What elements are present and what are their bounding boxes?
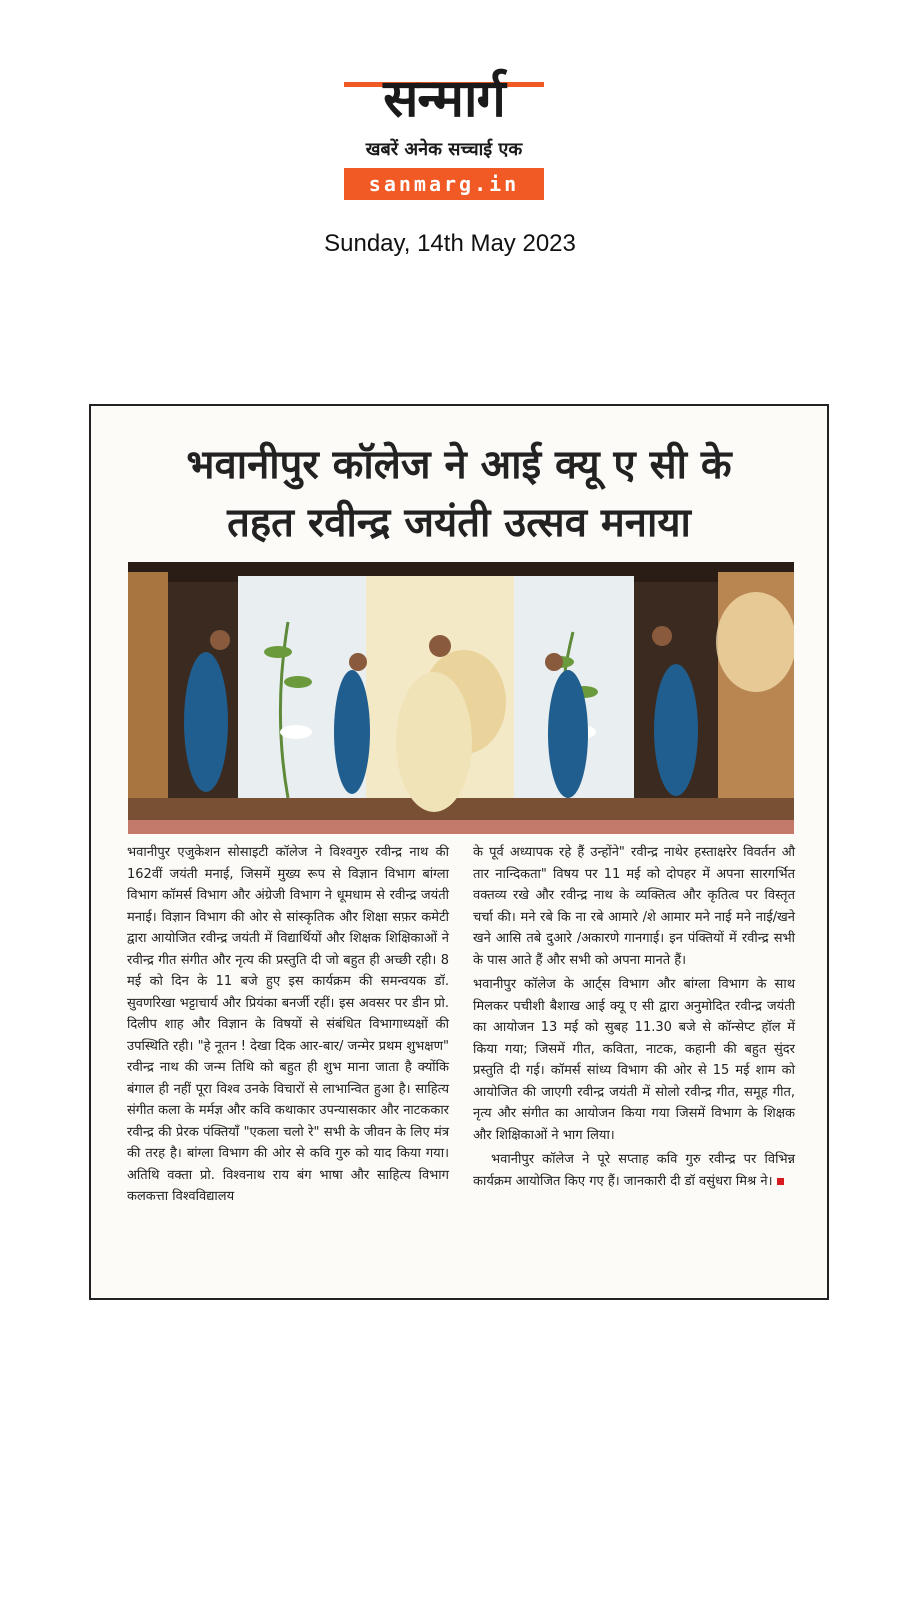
- news-clipping: [89, 404, 829, 1300]
- article-column-left: [127, 842, 449, 1211]
- publication-date: Sunday, 14th May 2023: [324, 230, 576, 257]
- article-paragraph: के पूर्व अध्यापक रहे हैं उन्होंने" रवीन्द्र नाथेर हस्ताक्षरेर विवर्तन औ तार नान्दिकता" विषय पर 11 मई को दोपहर में अपना सारगर्भित वक्तव्य रखे और रवीन्द्र नाथ के व्यक्तित्व और कृतित्व पर विस्तृत चर्चा की। मने रबे कि ना रबे आमारे /शे आमार मने नाई मने नाई/खने खने आसि तबे दुआरे /अकारणे गानगाई। इन पंक्तियों में रवीन्द्र सभी के पास आते हैं और सभी को अपना मानते हैं।: [473, 845, 795, 968]
- article-paragraph: भवानीपुर कॉलेज के आर्ट्स विभाग और बांग्ला विभाग के साथ मिलकर पचीशी बैशाख आई क्यू ए सी द्वारा अनुमोदित रवीन्द्र जयंती का आयोजन 13 मई को सुबह 11.30 बजे से कॉन्सेप्ट हॉल में किया गया; जिसमें गीत, कविता, नाटक, कहानी की बहुत सुंदर प्रस्तुति दी गई। कॉमर्स सांध्य विभाग की ओर से 15 मई शाम को आयोजित की जाएगी रवीन्द्र जयंती में सोलो रवीन्द्र गीत, समूह गीत, नृत्य और संगीत का आयोजन किया गया जिसमें विभाग के शिक्षक और शिक्षिकाओं ने भाग लिया।: [473, 977, 795, 1143]
- dance-performance-photo: [128, 562, 794, 834]
- logo-tagline: खबरें अनेक सच्चाई एक: [365, 139, 523, 160]
- headline-line-1: भवानीपुर कॉलेज ने आई क्यू ए सी के: [186, 442, 732, 488]
- article-paragraph: भवानीपुर एजुकेशन सोसाइटी कॉलेज ने विश्वगुरु रवीन्द्र नाथ की 162वीं जयंती मनाई, जिसमें मुख्य रूप से विज्ञान विभाग बांग्ला विभाग कॉमर्स विभाग और अंग्रेजी विभाग ने धूमधाम से रवीन्द्र जयंती मनाई। विज्ञान विभाग की ओर से सांस्कृतिक और शिक्षा सफ़र कमेटी द्वारा आयोजित रवीन्द्र जयंती में विद्यार्थियों और शिक्षक शिक्षिकाओं ने रवीन्द्र गीत संगीत और नृत्य की प्रस्तुति दी जो बहुत ही अच्छी रही। 8 मई को दिन के 11 बजे हुए इस कार्यक्रम की समन्वयक डॉ. सुवणरिखा भट्टाचार्य और प्रियंका बनर्जी रहीं। इस अवसर पर डीन प्रो. दिलीप शाह और विज्ञान के विषयों से संबंधित विभागाध्यक्षों की उपस्थिति रही। "हे नूतन ! देखा दिक आर-बार/ जन्मेर प्रथम शुभक्षण" रवीन्द्र नाथ की जन्म तिथि को बहुत ही शुभ माना जाता है क्योंकि बंगाल ही नहीं पूरा विश्व उनके विचारों से लाभान्वित हुआ है। साहित्य संगीत कला के मर्मज्ञ और कवि कथाकार उपन्यासकार और नाटककार रवीन्द्र की प्रेरक पंक्तियाँ "एकला चलो रे" सभी के जीवन के लिए मंत्र की तरह है। बांग्ला विभाग की ओर से कवि गुरु को याद किया गया। अतिथि वक्ता प्रो. विश्वनाथ राय बंग भाषा और साहित्य विभाग कलकत्ता विश्वविद्यालय: [127, 845, 449, 1204]
- article-headline: [91, 436, 827, 552]
- article-paragraph-last: [473, 1149, 795, 1192]
- article-body: [127, 842, 795, 1272]
- end-of-article-icon: [777, 1178, 784, 1185]
- headline-line-2: तहत रवीन्द्र जयंती उत्सव मनाया: [227, 500, 691, 546]
- article-paragraph-text: भवानीपुर कॉलेज ने पूरे सप्ताह कवि गुरु रवीन्द्र पर विभिन्न कार्यक्रम आयोजित किए गए हैं। जानकारी दी डॉ वसुंधरा मिश्र ने।: [473, 1152, 795, 1189]
- logo-url-badge: sanmarg.in: [344, 168, 544, 200]
- article-column-right: [473, 842, 795, 1195]
- logo-wordmark: सन्मार्ग: [383, 69, 505, 129]
